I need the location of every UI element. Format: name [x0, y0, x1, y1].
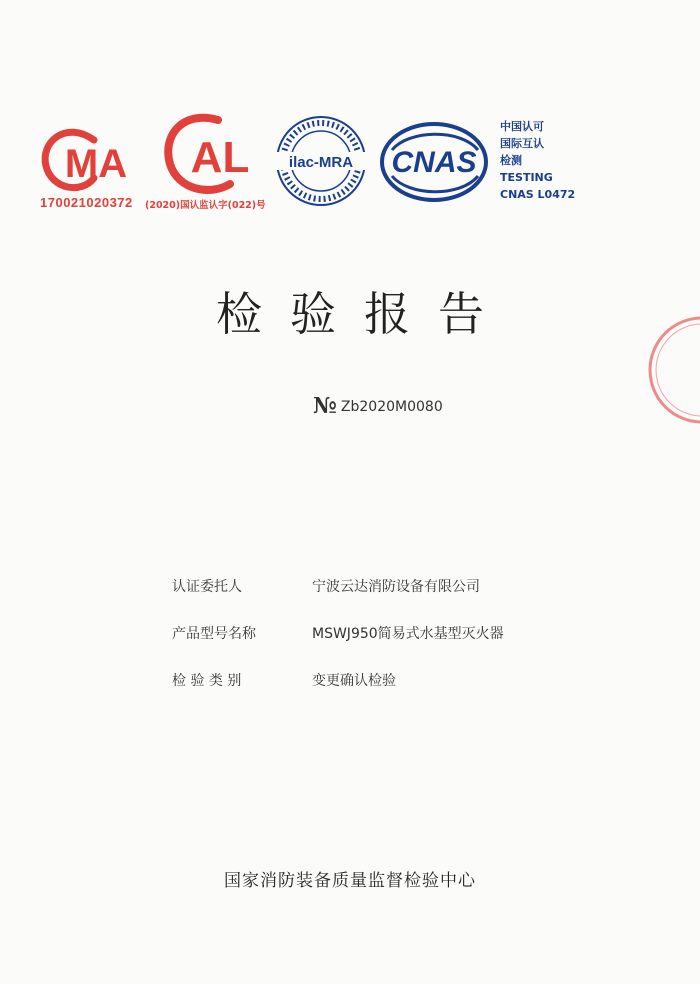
info-value: 变更确认检验 [312, 673, 396, 689]
ilac-mark: ilac-MRA [288, 154, 354, 171]
report-number-value: Zb2020M0080 [340, 399, 443, 415]
info-label: 认证委托人 [172, 579, 242, 595]
cma-code: 170021020372 [40, 195, 133, 210]
cma-logo [38, 128, 150, 194]
cal-code: (2020)国认监认字(022)号 [145, 200, 266, 211]
cnas-line: CNAS L0472 [500, 188, 576, 201]
page-title: 检验报告 [216, 287, 512, 341]
cnas-line: 检测 [500, 154, 522, 167]
cnas-mark: CNAS [391, 146, 477, 179]
info-value: MSWJ950简易式水基型灭火器 [312, 626, 504, 642]
number-symbol: № [313, 393, 337, 419]
cal-mark: AL [190, 133, 250, 182]
cnas-text-block [500, 118, 575, 203]
cma-mark: MA [64, 142, 128, 186]
info-label: 检 验 类 别 [172, 673, 242, 689]
cnas-line: 中国认可 [500, 120, 544, 133]
info-label: 产品型号名称 [172, 626, 256, 642]
ilac-mra-logo [272, 112, 370, 210]
report-info [172, 576, 504, 717]
cnas-line: 国际互认 [500, 137, 544, 150]
cnas-logo [378, 120, 490, 204]
cal-logo [160, 112, 270, 196]
issuing-organization: 国家消防装备质量监督检验中心 [224, 871, 476, 891]
info-value: 宁波云达消防设备有限公司 [312, 579, 480, 595]
cnas-line: TESTING [500, 171, 553, 184]
info-row-client [172, 576, 504, 623]
report-number [313, 393, 443, 419]
info-row-inspection-type [172, 670, 504, 717]
info-row-product [172, 623, 504, 670]
